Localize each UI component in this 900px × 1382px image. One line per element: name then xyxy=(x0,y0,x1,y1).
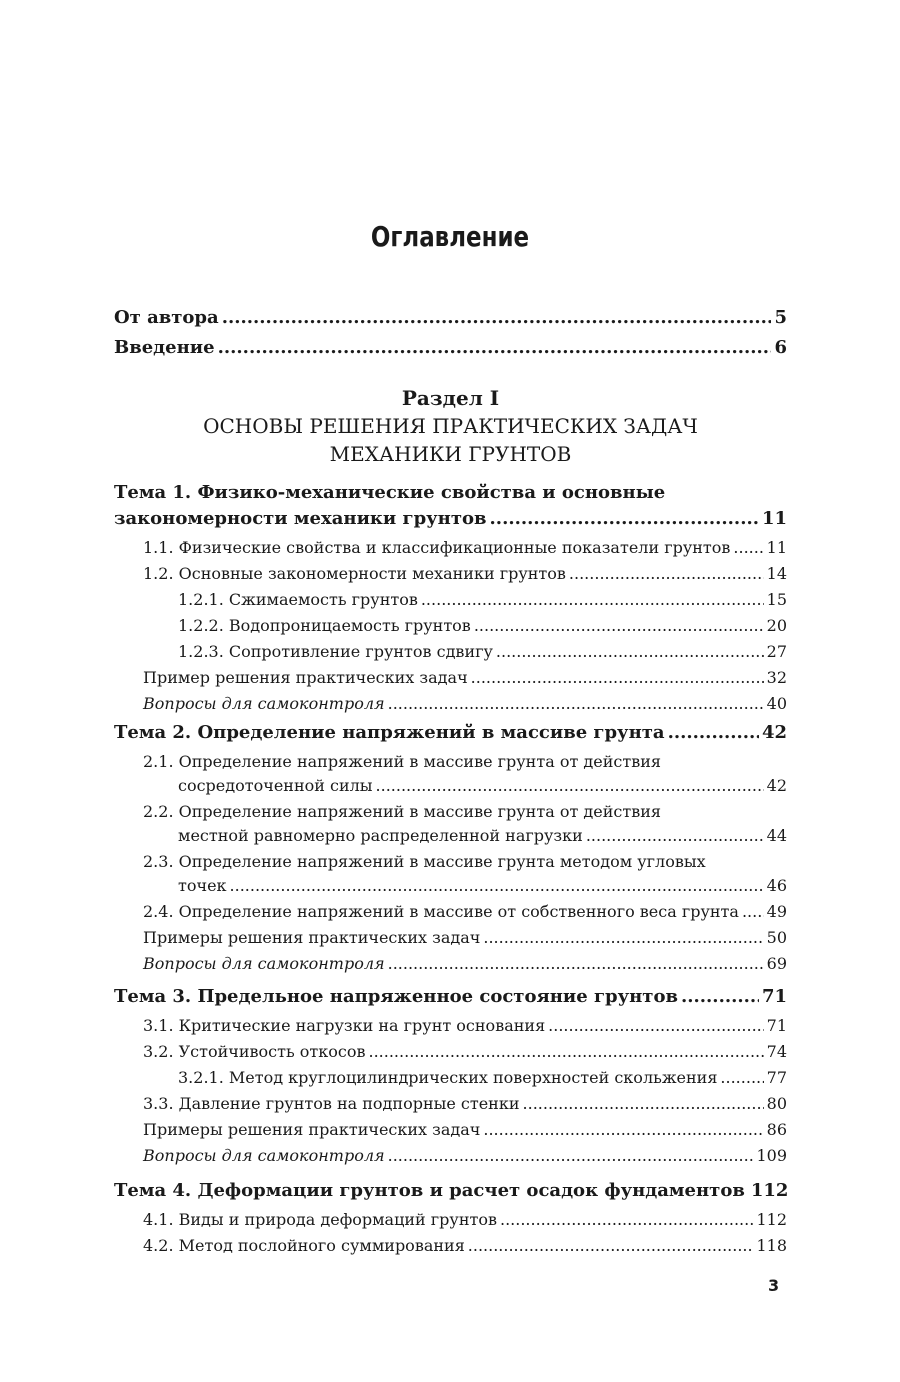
toc-entry-title: 3.3. Давление грунтов на подпорные стенки xyxy=(143,1094,520,1113)
toc-entry[interactable] xyxy=(114,1180,787,1210)
toc-entry-title: 1.2.1. Сжимаемость грунтов xyxy=(178,590,418,609)
toc-entry[interactable] xyxy=(114,590,787,616)
toc-entry[interactable] xyxy=(114,482,787,538)
toc-entry-title: 3.2. Устойчивость откосов xyxy=(143,1042,366,1061)
toc-entry[interactable] xyxy=(114,337,787,367)
toc-front xyxy=(114,307,787,367)
toc-entry-title: 2.3. Определение напряжений в массиве грунта методом угловых xyxy=(143,852,706,871)
toc-entry-title: Тема 4. Деформации грунтов и расчет осадок фундаментов xyxy=(114,1180,745,1201)
toc-entry[interactable] xyxy=(114,986,787,1016)
toc-entry-title: Тема 2. Определение напряжений в массиве грунта xyxy=(114,722,665,743)
section-heading xyxy=(114,384,787,468)
toc-entry-page: 11 xyxy=(761,508,787,529)
toc-entry-page: 15 xyxy=(766,590,787,609)
toc-entry-title: Введение xyxy=(114,337,215,358)
toc-topic-4 xyxy=(114,1180,787,1262)
toc-entry-title: От автора xyxy=(114,307,219,328)
toc-entry-page: 14 xyxy=(766,564,787,583)
toc-entry-title: 1.2.3. Сопротивление грунтов сдвигу xyxy=(178,642,493,661)
toc-entry-title: 1.2.2. Водопроницаемость грунтов xyxy=(178,616,471,635)
toc-entry-page: 32 xyxy=(766,668,787,687)
toc-entry[interactable] xyxy=(114,752,787,802)
toc-entry-title: 1.2. Основные закономерности механики грунтов xyxy=(143,564,566,583)
toc-entry-title: 2.1. Определение напряжений в массиве грунта от действия xyxy=(143,752,661,771)
toc-entry-title: Тема 1. Физико-механические свойства и основные xyxy=(114,482,666,503)
toc-entry-title-cont: точек xyxy=(178,876,227,895)
toc-entry-title: Примеры решения практических задач xyxy=(143,928,481,947)
toc-entry[interactable] xyxy=(114,954,787,980)
toc-entry[interactable] xyxy=(114,694,787,720)
toc-entry-page: 49 xyxy=(766,902,787,921)
toc-entry[interactable] xyxy=(114,1068,787,1094)
toc-entry-page: 112 xyxy=(756,1210,787,1229)
toc-entry[interactable] xyxy=(114,1236,787,1262)
toc-entry-page: 109 xyxy=(756,1146,787,1165)
toc-entry-title: 4.1. Виды и природа деформаций грунтов xyxy=(143,1210,497,1229)
toc-entry[interactable] xyxy=(114,928,787,954)
toc-entry-title: Тема 3. Предельное напряженное состояние грунтов xyxy=(114,986,678,1007)
toc-entry[interactable] xyxy=(114,642,787,668)
toc-entry[interactable] xyxy=(114,852,787,902)
toc-entry[interactable] xyxy=(114,1146,787,1172)
toc-entry-page: 71 xyxy=(761,986,787,1007)
toc-entry-page: 11 xyxy=(766,538,787,557)
toc-entry[interactable] xyxy=(114,802,787,852)
toc-entry[interactable] xyxy=(114,902,787,928)
toc-entry[interactable] xyxy=(114,564,787,590)
toc-entry-page: 6 xyxy=(774,337,787,358)
toc-topic-1 xyxy=(114,482,787,720)
section-title-line2: МЕХАНИКИ ГРУНТОВ xyxy=(329,442,572,466)
toc-entry-title: Примеры решения практических задач xyxy=(143,1120,481,1139)
section-title-line1: ОСНОВЫ РЕШЕНИЯ ПРАКТИЧЕСКИХ ЗАДАЧ xyxy=(203,414,698,438)
toc-entry-page: 20 xyxy=(766,616,787,635)
toc-entry-page: 50 xyxy=(766,928,787,947)
toc-entry-title: 4.2. Метод послойного суммирования xyxy=(143,1236,465,1255)
toc-entry-title: Вопросы для самоконтроля xyxy=(143,694,385,713)
toc-entry-title: Вопросы для самоконтроля xyxy=(143,954,385,973)
toc-entry-title: 2.4. Определение напряжений в массиве от собственного веса грунта xyxy=(143,902,739,921)
toc-entry-title: 2.2. Определение напряжений в массиве грунта от действия xyxy=(143,802,661,821)
toc-entry-title-cont: сосредоточенной силы xyxy=(178,776,373,795)
toc-entry-page: 46 xyxy=(766,876,787,895)
toc-entry[interactable] xyxy=(114,1094,787,1120)
toc-topic-3 xyxy=(114,986,787,1172)
toc-entry-page: 77 xyxy=(766,1068,787,1087)
toc-entry[interactable] xyxy=(114,616,787,642)
toc-entry-title: 3.2.1. Метод круглоцилиндрических поверхностей скольжения xyxy=(178,1068,718,1087)
section-label: Раздел I xyxy=(401,386,500,410)
toc-entry-page: 86 xyxy=(766,1120,787,1139)
toc-entry-page: 40 xyxy=(766,694,787,713)
page-number: 3 xyxy=(768,1276,780,1295)
toc-entry-page: 5 xyxy=(774,307,787,328)
toc-entry[interactable] xyxy=(114,307,787,337)
toc-entry-title: Пример решения практических задач xyxy=(143,668,468,687)
toc-entry-page: 27 xyxy=(766,642,787,661)
toc-entry-page: 71 xyxy=(766,1016,787,1035)
toc-entry-page: 42 xyxy=(761,722,787,743)
toc-entry-title: 1.1. Физические свойства и классификационные показатели грунтов xyxy=(143,538,731,557)
toc-entry-title-cont: закономерности механики грунтов xyxy=(114,508,487,529)
toc-entry-title: 3.1. Критические нагрузки на грунт основания xyxy=(143,1016,546,1035)
toc-entry-page: 69 xyxy=(766,954,787,973)
toc-entry-page: 44 xyxy=(766,826,787,845)
toc-topic-2 xyxy=(114,722,787,980)
toc-entry[interactable] xyxy=(114,668,787,694)
toc-entry-title: Вопросы для самоконтроля xyxy=(143,1146,385,1165)
page-title: Оглавление xyxy=(370,220,530,253)
toc-entry[interactable] xyxy=(114,1042,787,1068)
toc-entry[interactable] xyxy=(114,538,787,564)
toc-entry-page: 42 xyxy=(766,776,787,795)
toc-entry[interactable] xyxy=(114,722,787,752)
toc-entry-page: 112 xyxy=(750,1180,789,1201)
toc-entry[interactable] xyxy=(114,1016,787,1042)
toc-entry-page: 118 xyxy=(756,1236,787,1255)
toc-entry-page: 80 xyxy=(766,1094,787,1113)
toc-entry[interactable] xyxy=(114,1210,787,1236)
toc-entry-page: 74 xyxy=(766,1042,787,1061)
toc-entry-title-cont: местной равномерно распределенной нагрузки xyxy=(178,826,583,845)
toc-entry[interactable] xyxy=(114,1120,787,1146)
